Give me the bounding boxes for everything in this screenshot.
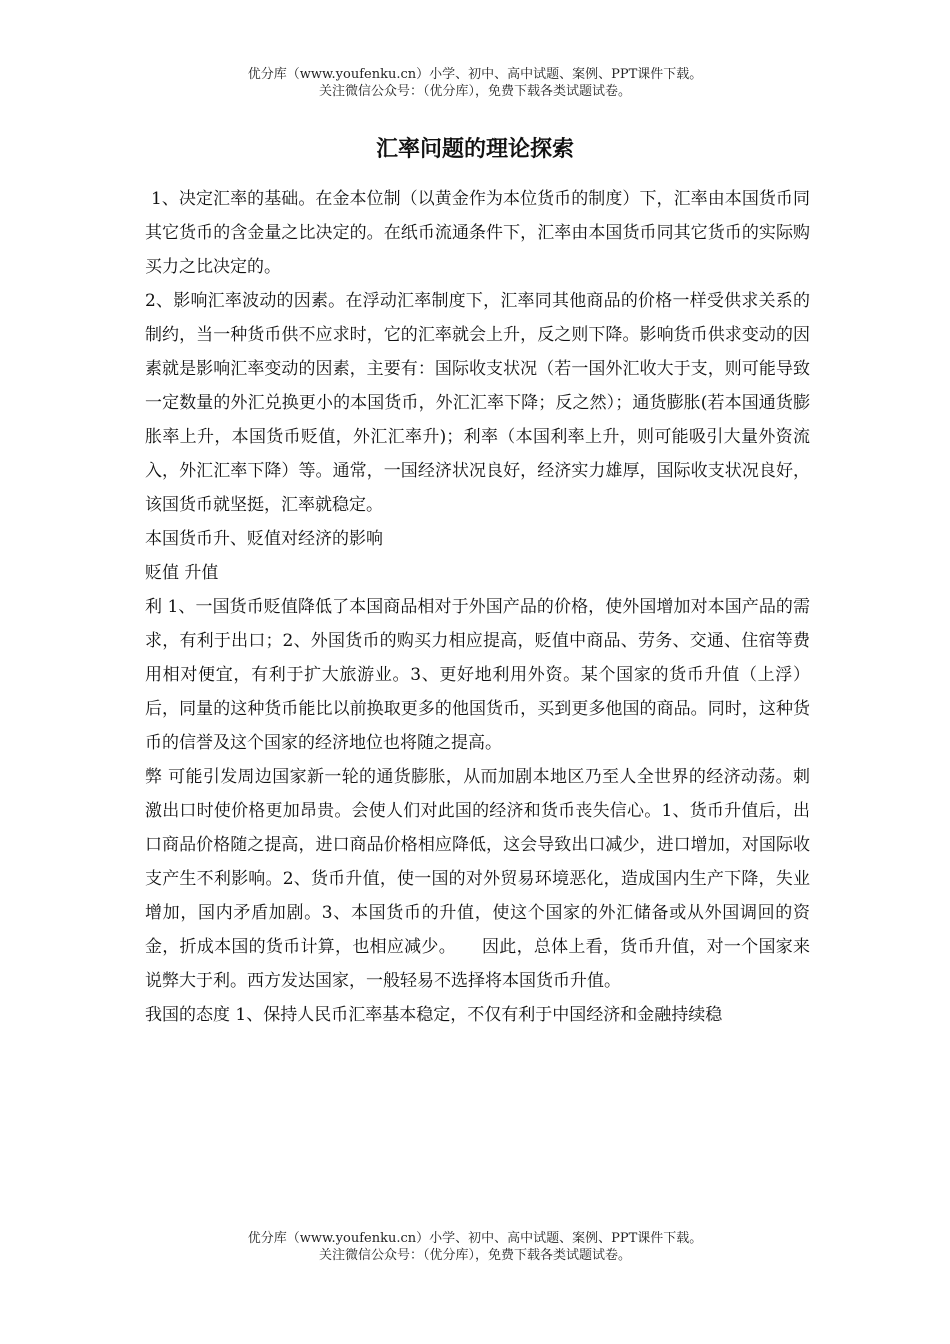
footer-line-2: 关注微信公众号：（优分库），免费下载各类试题试卷。	[318, 1248, 631, 1263]
document-title: 汇率问题的理论探索	[375, 136, 574, 162]
paragraph-advantages: 利 1、一国货币贬值降低了本国商品相对于外国产品的价格，使外国增加对本国产品的需求，有利于出口；2、外国货币的购买力相应提高，贬值中商品、劳务、交通、住宿等费用相对便宜，有利于扩大旅游业。3、更好地利用外资。某个国家的货币升值（上浮）后，同量的这种货币能比以前换取更多的他国货币，买到更多他国的商品。同时，这种货币的信誉及这个国家的经济地位也将随之提高。	[145, 597, 810, 753]
page-footer	[0, 1230, 950, 1264]
header-line-2: 关注微信公众号：（优分库），免费下载各类试题试卷。	[318, 84, 631, 99]
paragraph-our-attitude: 我国的态度 1、保持人民币汇率基本稳定，不仅有利于中国经济和金融持续稳	[145, 1005, 723, 1025]
header-line-1: 优分库（www.youfenku.cn）小学、初中、高中试题、案例、PPT课件下载。	[247, 67, 703, 82]
paragraph-exchange-rate-factors: 2、影响汇率波动的因素。在浮动汇率制度下，汇率同其他商品的价格一样受供求关系的制约，当一种货币供不应求时，它的汇率就会上升，反之则下降。影响货币供求变动的因素就是影响汇率变动的因素，主要有：国际收支状况（若一国外汇收大于支，则可能导致一定数量的外汇兑换更小的本国货币，外汇汇率下降；反之然）；通货膨胀(若本国通货膨胀率上升，本国货币贬值，外汇汇率升)；利率（本国利率上升，则可能吸引大量外资流入，外汇汇率下降）等。通常，一国经济状况良好，经济实力雄厚，国际收支状况良好，该国货币就坚挺，汇率就稳定。	[145, 291, 810, 515]
paragraph-depreciation-appreciation: 贬值 升值	[145, 563, 219, 583]
paragraph-exchange-rate-basis: 1、决定汇率的基础。在金本位制（以黄金作为本位货币的制度）下，汇率由本国货币同其它货币的含金量之比决定的。在纸币流通条件下，汇率由本国货币同其它货币的实际购买力之比决定的。	[145, 189, 810, 277]
paragraph-disadvantages: 弊 可能引发周边国家新一轮的通货膨胀，从而加剧本地区乃至人全世界的经济动荡。刺激出口时使价格更加昂贵。会使人们对此国的经济和货币丧失信心。1、货币升值后，出口商品价格随之提高，进口商品价格相应降低，这会导致出口减少，进口增加，对国际收支产生不利影响。2、货币升值，使一国的对外贸易环境恶化，造成国内生产下降，失业增加，国内矛盾加剧。3、本国货币的升值，使这个国家的外汇储备或从外国调回的资金，折成本国的货币计算，也相应减少。 因此，总体上看，货币升值，对一个国家来说弊大于利。西方发达国家，一般轻易不选择将本国货币升值。	[145, 767, 810, 991]
paragraph-currency-impact-heading: 本国货币升、贬值对经济的影响	[145, 529, 383, 549]
page-header	[0, 66, 950, 100]
document-body	[145, 182, 810, 1032]
footer-line-1: 优分库（www.youfenku.cn）小学、初中、高中试题、案例、PPT课件下载。	[247, 1231, 703, 1246]
